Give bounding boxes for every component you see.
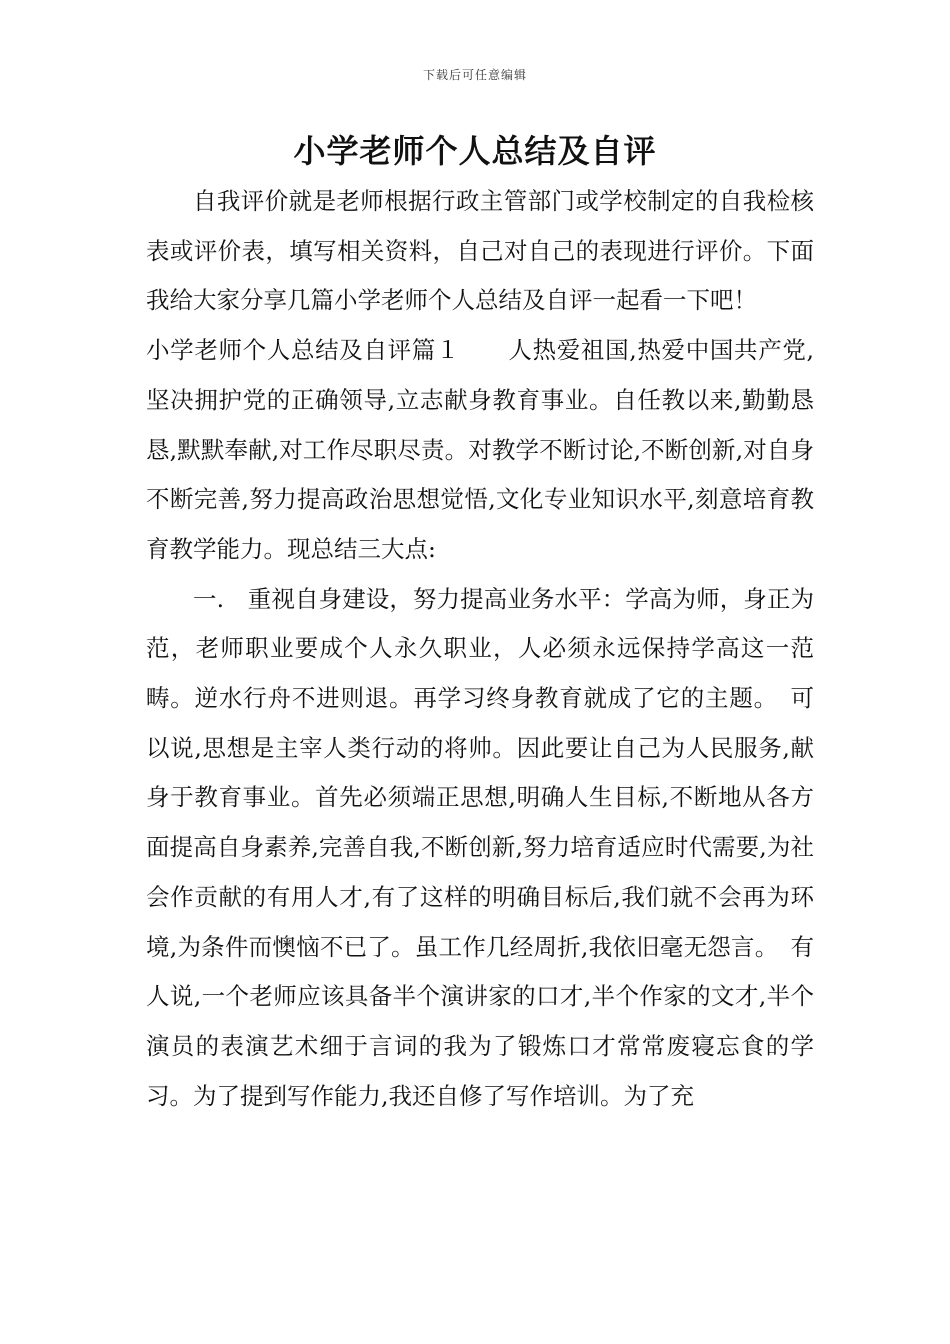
intro-paragraph: 自我评价就是老师根据行政主管部门或学校制定的自我检核表或评价表，填写相关资料，自己对自己的表现进行评价。下面我给大家分享几篇小学老师个人总结及自评一起看一下吧！ bbox=[146, 187, 814, 315]
point-1-paragraph: 一. 重视自身建设，努力提高业务水平：学高为师，身正为范，老师职业要成个人永久职业，人必须永远保持学高这一范畴。逆水行舟不进则退。再学习终身教育就成了它的主题。 可以说,思想是主宰人类行动的将帅。因此要让自己为人民服务,献身于教育事业。首先必须端正思想,明确人生目标,不断地从各方面提高自身素养,完善自我,不断创新,努力培育适应时代需要,为社会作贡献的有用人才,有了这样的明确目标后,我们就不会再为环境,为条件而懊恼不已了。虽工作几经周折,我依旧毫无怨言。 有人说,一个老师应该具备半个演讲家的口才,半个作家的文才,半个演员的表演艺术细于言词的我为了锻炼口才常常废寝忘食的学习。为了提到写作能力,我还自修了写作培训。为了充 bbox=[146, 584, 814, 1110]
page-title: 小学老师个人总结及自评 bbox=[293, 132, 657, 170]
section-1-paragraph: 小学老师个人总结及自评篇１ 人热爱祖国,热爱中国共产党,坚决拥护党的正确领导,立志献身教育事业。自任教以来,勤勤恳恳,默默奉献,对工作尽职尽责。对教学不断讨论,不断创新,对自身不断完善,努力提高政治思想觉悟,文化专业知识水平,刻意培育教育教学能力。现总结三大点: bbox=[146, 336, 814, 563]
document-body bbox=[146, 177, 814, 1121]
header-note: 下载后可任意编辑 bbox=[422, 68, 527, 82]
